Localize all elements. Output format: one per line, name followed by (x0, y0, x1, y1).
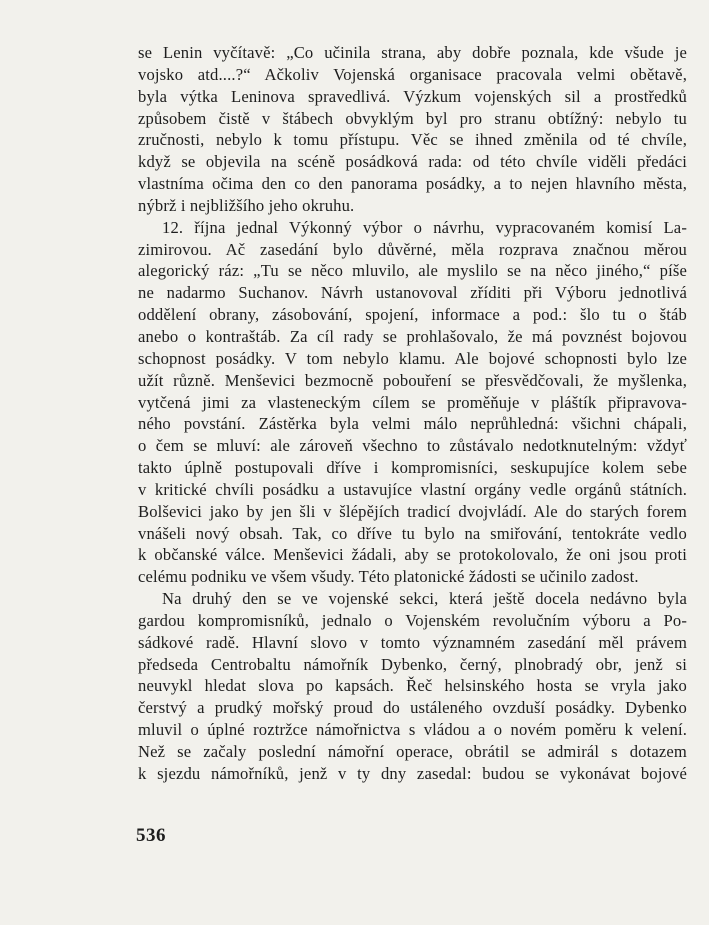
text-line: když se objevila na scéně posádková rada: od této chvíle viděli předáci (138, 152, 687, 172)
text-line: vnášeli nový obsah. Tak, co dříve tu bylo na smiřování, tentokráte vedlo (138, 523, 687, 543)
text-line: 12. října jednal Výkonný výbor o návrhu, vypracovaném komisí La- (162, 217, 687, 237)
text-line: sádkové radě. Hlavní slovo v tomto významném zasedání měl právem (138, 632, 687, 652)
text-line: zručnosti, nebylo k tomu přístupu. Věc se ihned změnila od té chvíle, (138, 130, 687, 150)
text-line: předseda Centrobaltu námořník Dybenko, černý, plnobradý obr, jenž si (138, 654, 687, 674)
text-line: byla výtka Leninova spravedlivá. Výzkum vojenských sil a prostředků (138, 86, 687, 106)
text-line: čerstvý a prudký mořský proud do ustáleného ovzduší posádky. Dybenko (138, 698, 687, 718)
text-line: o čem se mluví: ale zároveň všechno to zůstávalo nedotknutelným: vždyť (138, 436, 687, 456)
text-line: vytčená jimi za vlasteneckým cílem se proměňuje v pláštík připravova- (138, 392, 687, 412)
text-line: ne nadarmo Suchanov. Návrh ustanovoval zříditi při Výboru jednotlivá (138, 283, 687, 303)
body-text (138, 42, 687, 785)
text-line: schopnost posádky. V tom nebylo klamu. Ale bojové schopnosti bylo lze (138, 348, 687, 368)
text-line: Na druhý den se ve vojenské sekci, která ještě docela nedávno byla (162, 589, 687, 609)
text-line: k sjezdu námořníků, jenž v ty dny zasedal: budou se vykonávat bojové (138, 763, 687, 783)
text-line: způsobem čistě v štábech obvyklým byl pro stranu obtížný: nebylo tu (138, 108, 687, 128)
text-line: užít různě. Menševici bezmocně pobouření se přesvědčovali, že myšlenka, (138, 370, 687, 390)
text-line: se Lenin vyčítavě: „Co učinila strana, aby dobře poznala, kde všude je (138, 43, 687, 62)
text-line: Bolševici jako by jen šli v šlépějích tradicí dvojvládí. Ale do starých forem (138, 501, 687, 521)
text-line: celému podniku ve všem všudy. Této platonické žádosti se učinilo zadost. (138, 567, 639, 587)
text-line: vlastníma očima den co den panorama posádky, a to nejen hlavního města, (138, 174, 687, 194)
text-line: mluvil o úplné roztržce námořnictva s vládou a o novém poměru k velení. (138, 720, 687, 740)
text-line: anebo o kontraštáb. Za cíl rady se prohlašovalo, že má povznést bojovou (138, 326, 687, 346)
paragraph-1 (138, 42, 687, 217)
paragraph-2 (138, 217, 687, 588)
text-line: zimirovou. Ač zasedání bylo důvěrné, měla rozprava značnou měrou (138, 239, 687, 259)
text-line: v kritické chvíli posádku a ustavujíce vlastní orgány vedle orgánů státních. (138, 479, 687, 499)
text-line: takto úplně postupovali dříve i kompromisníci, seskupujíce kolem sebe (138, 458, 687, 478)
paragraph-3 (138, 588, 687, 785)
text-line: Než se začaly poslední námořní operace, obrátil se admirál s dotazem (138, 742, 687, 761)
page-number: 536 (136, 825, 166, 846)
text-line: ného povstání. Zástěrka byla velmi málo neprůhledná: všichni chápali, (138, 414, 687, 434)
text-line: alegorický ráz: „Tu se něco mluvilo, ale myslilo se na něco jiného,“ píše (138, 261, 687, 281)
text-line: neuvykl hledat slova po kapsách. Řeč helsinského hosta se vryla jako (138, 676, 687, 696)
text-line: nýbrž i nejbližšího jeho okruhu. (138, 195, 355, 215)
text-line: oddělení obrany, zásobování, spojení, informace a pod.: šlo tu o štáb (138, 305, 687, 325)
text-line: k občanské válce. Menševici žádali, aby se protokolovalo, že oni jsou proti (138, 545, 687, 565)
text-line: gardou kompromisníků, jednalo o Vojenském revolučním výboru a Po- (138, 610, 687, 630)
text-line: vojsko atd....?“ Ačkoliv Vojenská organisace pracovala velmi obětavě, (138, 64, 687, 84)
